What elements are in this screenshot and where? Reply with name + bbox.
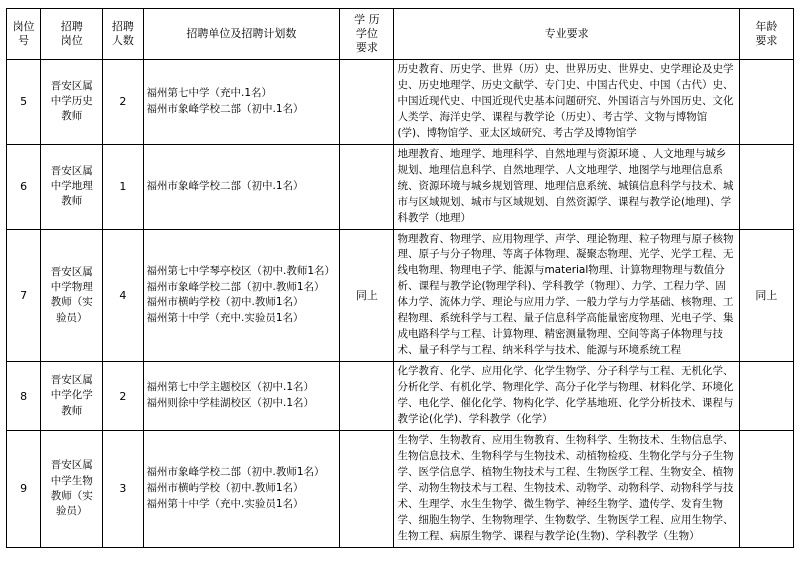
table-header <box>7 9 794 60</box>
post-line: 晋安区属 <box>50 164 93 177</box>
header-line: 招聘单位及招聘计划数 <box>186 27 297 41</box>
table-row <box>7 430 794 547</box>
post-line: 晋安区属 <box>50 80 93 93</box>
table-row <box>7 229 794 362</box>
cell-post-name <box>41 60 103 145</box>
unit-line: 福州市象峰学校二部（初中.1名） <box>146 179 304 192</box>
cell-unit <box>143 430 340 547</box>
column-header-no <box>7 9 41 60</box>
cell-major: 物理教育、物理学、应用物理学、声学、理论物理、粒子物理与原子核物理、原子与分子物理、等离子体物理、凝聚态物理、光学、光学工程、无线电物理、物理电子学、能源与material物理、计算物理物理与数值分析、课程与教学论(物理学科)、学科教学（物理）、力学、工程力学、固体力学、流体力学、理论与应用力学、一般力学与力学基础、核物理、工程物理、系统科学与工程、量子信息科学高能量密度物理、光电子学、集成电路科学与工程、计算物理、精密测量物理、空间等离子体物理与技术、量子科学与工程、纳米科学与技术、能源与环境系统工程 <box>394 229 739 362</box>
unit-line: 福州第十中学（充中.实验员1名） <box>146 312 304 325</box>
cell-unit <box>143 60 340 145</box>
cell-number: 3 <box>103 430 143 547</box>
post-line: 教师 <box>61 404 83 417</box>
cell-post-no: 6 <box>7 144 41 229</box>
post-line: 晋安区属 <box>50 374 93 387</box>
cell-major: 历史教育、历史学、世界（历）史、世界历史、世界史、史学理论及史学史、历史地理学、历史文献学、专门史、中国古代史、中国（古代）史、中国近现代史、中国近现代史基本问题研究、外国语言与外国历史、文化人类学、海洋史学、课程与教学论（历史）、考古学、文物与博物馆(学)、博物馆学、亚太区域研究、考古学及博物馆学 <box>394 60 739 145</box>
unit-line: 福州第七中学琴亭校区（初中.教师1名） <box>146 264 336 277</box>
post-line: 教师 <box>61 110 83 123</box>
post-line: 晋安区属 <box>50 459 93 472</box>
cell-major: 化学教育、化学、应用化学、化学生物学、分子科学与工程、无机化学、分析化学、有机化学、物理化学、高分子化学与物理、材料化学、环境化学、电化学、催化化学、物构化学、化学基地班、化学分析技术、课程与教学论(化学)、学科教学（化学） <box>394 362 739 431</box>
header-line: 要求 <box>755 34 778 47</box>
cell-post-no: 7 <box>7 229 41 362</box>
cell-number: 4 <box>103 229 143 362</box>
cell-age: 同上 <box>739 229 793 362</box>
header-line: 学位 <box>355 27 378 41</box>
cell-age <box>739 362 793 431</box>
cell-age <box>739 430 793 547</box>
cell-education <box>340 362 394 431</box>
post-line: 中学化学 <box>50 389 93 402</box>
column-header-education <box>340 9 394 60</box>
cell-number: 1 <box>103 144 143 229</box>
cell-major: 生物学、生物教育、应用生物教育、生物科学、生物技术、生物信息学、生物信息技术、生物科学与生物技术、动植物检疫、生物化学与分子生物学、医学信息学、植物生物技术与工程、生物医学工程、生物安全、植物学、动物生物技术与工程、生物技术、动物学、动物科学、动物科学与技术、生理学、水生生物学、微生物学、神经生物学、遗传学、发育生物学、细胞生物学、生物物理学、生物数学、生物医学工程、应用生物学、生物工程、病原生物学、课程与教学论(生物)、学科教学（生物） <box>394 430 739 547</box>
table-row <box>7 144 794 229</box>
table-header-row <box>7 9 794 60</box>
post-line: 晋安区属 <box>50 265 93 278</box>
header-line: 招聘 <box>111 20 134 34</box>
post-line: 中学生物 <box>50 474 93 487</box>
post-line: 教师（实 <box>50 489 93 502</box>
post-line: 中学历史 <box>50 95 93 108</box>
unit-line: 福州则徐中学桂湖校区（初中.1名） <box>146 397 315 410</box>
header-line: 岗位 <box>12 20 35 34</box>
unit-line: 福州市象峰学校二部（初中.1名） <box>146 102 304 115</box>
post-line: 验员） <box>55 505 88 518</box>
cell-education: 同上 <box>340 229 394 362</box>
table-row <box>7 60 794 145</box>
cell-education <box>340 144 394 229</box>
cell-number: 2 <box>103 60 143 145</box>
unit-line: 福州第七中学主题校区（初中.1名） <box>146 381 315 394</box>
cell-major: 地理教育、地理学、地理科学、自然地理与资源环境 、人文地理与城乡规划、地理信息科学、自然地理学、人文地理学、地图学与地理信息系统、资源环境与城乡规划管理、地理信息系统、城镇信息科学与技术、城市与区域规划、城市与区域规划、自然资源学、课程与教学论(地理)、学科教学（地理） <box>394 144 739 229</box>
cell-unit <box>143 362 340 431</box>
cell-post-no: 9 <box>7 430 41 547</box>
header-line: 专业要求 <box>544 27 589 41</box>
header-line: 要求 <box>355 40 378 54</box>
unit-line: 福州市横屿学校（初中.教师1名） <box>146 481 304 494</box>
header-line: 号 <box>18 34 30 47</box>
cell-post-no: 8 <box>7 362 41 431</box>
header-line: 人数 <box>111 34 134 47</box>
post-line: 验员） <box>55 311 88 324</box>
header-line: 招聘 <box>60 20 83 34</box>
header-line: 学 历 <box>354 13 380 27</box>
cell-age <box>739 60 793 145</box>
unit-line: 福州第七中学（充中.1名） <box>146 87 273 100</box>
unit-line: 福州市横屿学校（初中.教师1名） <box>146 296 304 309</box>
cell-post-name <box>41 362 103 431</box>
table-row <box>7 362 794 431</box>
cell-post-name <box>41 229 103 362</box>
post-line: 教师 <box>61 195 83 208</box>
unit-line: 福州市象峰学校二部（初中.教师1名） <box>146 280 325 293</box>
table-body <box>7 60 794 548</box>
column-header-age <box>739 9 793 60</box>
cell-unit <box>143 229 340 362</box>
post-line: 教师（实 <box>50 296 93 309</box>
unit-line: 福州第十中学（充中.实验员1名） <box>146 497 304 510</box>
column-header-number <box>103 9 143 60</box>
unit-line: 福州市象峰学校二部（初中.教师1名） <box>146 466 325 479</box>
cell-post-name <box>41 144 103 229</box>
column-header-post <box>41 9 103 60</box>
cell-post-name <box>41 430 103 547</box>
cell-unit <box>143 144 340 229</box>
recruitment-table <box>6 8 794 548</box>
cell-post-no: 5 <box>7 60 41 145</box>
column-header-unit <box>143 9 340 60</box>
cell-age <box>739 144 793 229</box>
header-line: 岗位 <box>60 34 83 47</box>
header-line: 年龄 <box>755 20 778 34</box>
post-line: 中学地理 <box>50 180 93 193</box>
post-line: 中学物理 <box>50 281 93 294</box>
cell-number: 2 <box>103 362 143 431</box>
cell-education <box>340 60 394 145</box>
cell-education <box>340 430 394 547</box>
column-header-major <box>394 9 739 60</box>
